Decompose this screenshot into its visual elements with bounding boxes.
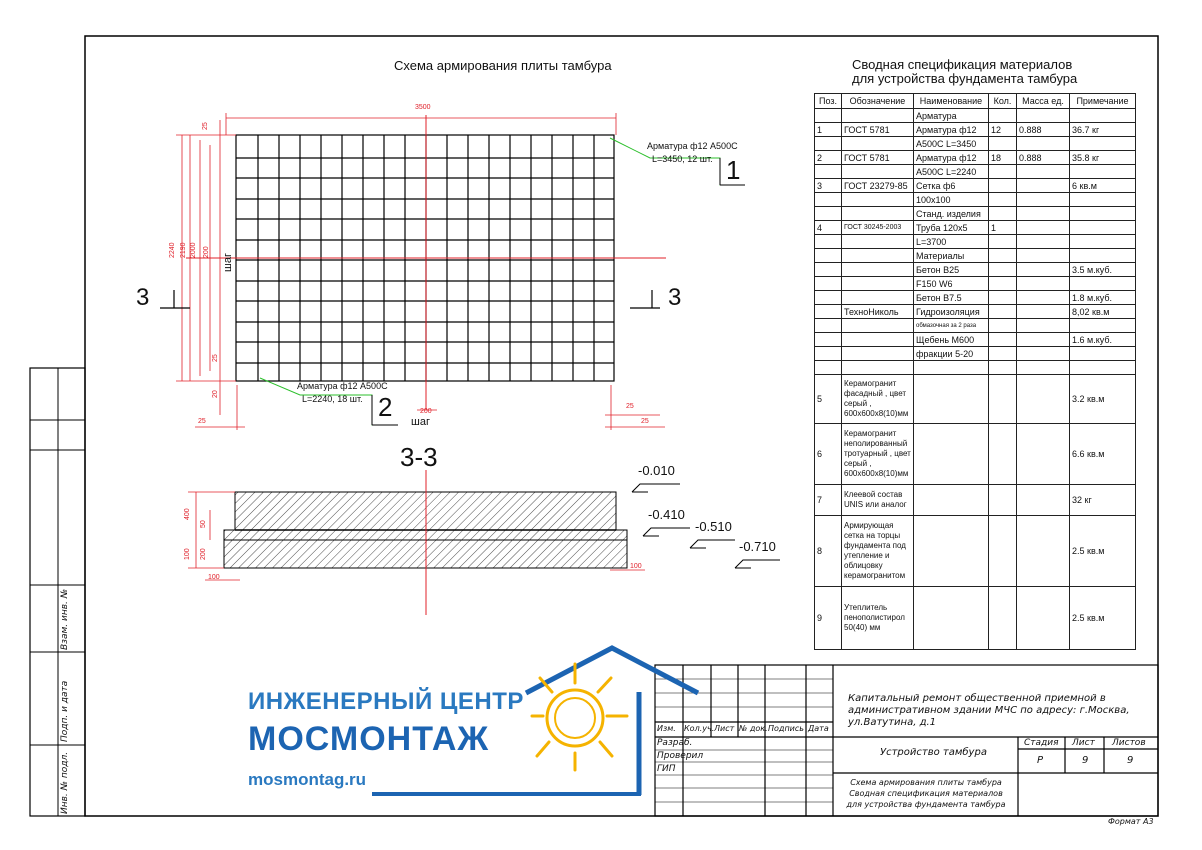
spec-cell: 5: [815, 375, 842, 424]
sheet-name: Схема армирования плиты тамбура Сводная спецификация материалов для устройства фундамента тамбура: [846, 778, 1006, 809]
spec-cell: 1.8 м.куб.: [1070, 291, 1136, 305]
spec-cell: [1070, 193, 1136, 207]
sheets-header: Листов: [1112, 738, 1146, 748]
spec-header-cell: Поз.: [815, 94, 842, 109]
spec-cell: [1017, 207, 1070, 221]
spec-row: [815, 137, 1136, 151]
spec-cell: [815, 235, 842, 249]
spec-cell: [989, 207, 1017, 221]
spec-cell: [842, 361, 914, 375]
spec-cell: [989, 319, 1017, 333]
spec-cell: Арматура ф12: [914, 123, 989, 137]
spec-cell: [989, 291, 1017, 305]
spec-cell: 1: [989, 221, 1017, 235]
spec-cell: [989, 424, 1017, 485]
spec-row: [815, 319, 1136, 333]
spec-cell: Клеевой состав UNIS или аналог: [842, 485, 914, 516]
spec-cell: [989, 137, 1017, 151]
spec-cell: [842, 165, 914, 179]
cut-mark-left: 3: [136, 284, 150, 311]
spec-title-2: для устройства фундамента тамбура: [852, 71, 1078, 86]
role-razrab: Разраб.: [657, 738, 693, 748]
dim-left-outer: 2240: [169, 242, 176, 258]
col-date: Дата: [808, 724, 829, 733]
spec-cell: Станд. изделия: [914, 207, 989, 221]
rebar1-sub: L=3450, 12 шт.: [652, 154, 713, 164]
rebar2-sub: L=2240, 18 шт.: [302, 394, 363, 404]
stage-value: Р: [1037, 755, 1044, 766]
spec-cell: 35.8 кг: [1070, 151, 1136, 165]
spec-cell: А500С L=3450: [914, 137, 989, 151]
spec-cell: [815, 291, 842, 305]
spec-cell: Армирующая сетка на торцы фундамента под утепление и облицовку керамогранитом: [842, 516, 914, 587]
spec-cell: [989, 263, 1017, 277]
spec-header-cell: Обозначение: [842, 94, 914, 109]
spec-row: [815, 235, 1136, 249]
spec-cell: [1017, 291, 1070, 305]
spec-row: [815, 165, 1136, 179]
spec-cell: 9: [815, 587, 842, 650]
spec-cell: ГОСТ 5781: [842, 151, 914, 165]
spec-cell: Гидроизоляция: [914, 305, 989, 319]
spec-cell: [815, 361, 842, 375]
format-label: Формат А3: [1108, 817, 1154, 826]
spec-cell: [1070, 221, 1136, 235]
spec-header-cell: Примечание: [1070, 94, 1136, 109]
spec-cell: [1017, 179, 1070, 193]
spec-row: [815, 263, 1136, 277]
sec-dim-200: 200: [200, 548, 207, 560]
spec-cell: ГОСТ 5781: [842, 123, 914, 137]
spec-cell: Утеплитель пенополистирол 50(40) мм: [842, 587, 914, 650]
spec-cell: [842, 347, 914, 361]
spec-cell: [815, 277, 842, 291]
sec-dim-400: 400: [184, 508, 191, 520]
spec-cell: [1070, 109, 1136, 123]
spec-cell: [914, 375, 989, 424]
spec-cell: Труба 120х5: [914, 221, 989, 235]
spec-row: [815, 587, 1136, 650]
col-list: Лист: [714, 724, 735, 733]
spec-cell: [914, 485, 989, 516]
side-label-podp: Подп. и дата: [60, 680, 70, 742]
spec-header-cell: Наименование: [914, 94, 989, 109]
sec-dim-100-right: 100: [630, 563, 642, 570]
spec-row: [815, 291, 1136, 305]
spec-row: [815, 305, 1136, 319]
spec-cell: Керамогранит неполированный тротуарный , цвет серый , 600х600х8(10)мм: [842, 424, 914, 485]
spec-cell: 3.5 м.куб.: [1070, 263, 1136, 277]
spec-cell: [1017, 305, 1070, 319]
spec-cell: фракции 5-20: [914, 347, 989, 361]
spec-cell: [842, 333, 914, 347]
spec-row: [815, 207, 1136, 221]
spec-cell: [989, 277, 1017, 291]
stage-header: Стадия: [1024, 738, 1059, 748]
sheets-value: 9: [1127, 755, 1134, 766]
spec-cell: [1070, 249, 1136, 263]
spec-header-cell: Масса ед.: [1017, 94, 1070, 109]
spec-cell: ГОСТ 30245-2003: [842, 221, 914, 235]
spec-cell: [815, 165, 842, 179]
level-4: -0.710: [739, 539, 776, 554]
spec-row: [815, 109, 1136, 123]
col-izm: Изм.: [657, 724, 676, 733]
spec-cell: [1017, 263, 1070, 277]
col-doc: № док.: [739, 724, 768, 733]
spec-cell: [815, 319, 842, 333]
col-sign: Подпись: [768, 724, 804, 733]
spec-row: [815, 361, 1136, 375]
dim-right-25b: 25: [641, 418, 649, 425]
rebar2-label: Арматура ф12 А500С: [297, 381, 388, 391]
spec-cell: [842, 193, 914, 207]
spec-cell: [1070, 137, 1136, 151]
spec-cell: 0.888: [1017, 123, 1070, 137]
spec-cell: 1.6 м.куб.: [1070, 333, 1136, 347]
spec-cell: [989, 235, 1017, 249]
spec-row: [815, 249, 1136, 263]
spec-cell: ТехноНиколь: [842, 305, 914, 319]
spec-cell: 100х100: [914, 193, 989, 207]
spec-cell: [989, 516, 1017, 587]
spec-cell: 4: [815, 221, 842, 235]
spec-cell: [1070, 361, 1136, 375]
spec-cell: 8,02 кв.м: [1070, 305, 1136, 319]
step-label-h: шаг: [411, 416, 430, 428]
sec-dim-50: 50: [200, 520, 207, 528]
spec-cell: [1017, 333, 1070, 347]
sheet-header: Лист: [1072, 738, 1095, 748]
spec-header-row: [815, 94, 1136, 109]
spec-cell: обмазочная за 2 раза: [914, 319, 989, 333]
spec-cell: [989, 485, 1017, 516]
spec-cell: [815, 249, 842, 263]
spec-cell: [842, 207, 914, 221]
spec-cell: 12: [989, 123, 1017, 137]
spec-cell: [1017, 109, 1070, 123]
spec-cell: 6: [815, 424, 842, 485]
spec-cell: [989, 375, 1017, 424]
spec-cell: 3: [815, 179, 842, 193]
spec-cell: F150 W6: [914, 277, 989, 291]
spec-cell: [914, 516, 989, 587]
dim-right-25: 25: [626, 403, 634, 410]
spec-cell: [989, 249, 1017, 263]
level-3: -0.510: [695, 519, 732, 534]
spec-cell: [815, 207, 842, 221]
spec-cell: [842, 277, 914, 291]
spec-row: [815, 151, 1136, 165]
spec-cell: [842, 109, 914, 123]
logo-site-link[interactable]: mosmontag.ru: [248, 770, 367, 789]
spec-cell: [989, 333, 1017, 347]
spec-cell: 2: [815, 151, 842, 165]
dim-left-inner: 2000: [190, 242, 197, 258]
spec-cell: Материалы: [914, 249, 989, 263]
spec-cell: [842, 291, 914, 305]
spec-cell: Бетон В7.5: [914, 291, 989, 305]
spec-cell: [1017, 347, 1070, 361]
spec-cell: [842, 249, 914, 263]
spec-cell: [1017, 485, 1070, 516]
dim-step-v: 200: [203, 246, 210, 258]
dim-top: 3500: [415, 104, 431, 111]
spec-cell: [989, 305, 1017, 319]
spec-cell: 6 кв.м: [1070, 179, 1136, 193]
spec-cell: [842, 319, 914, 333]
spec-cell: [842, 235, 914, 249]
spec-cell: Бетон В25: [914, 263, 989, 277]
rebar1-mark: 1: [726, 155, 741, 185]
spec-cell: [989, 347, 1017, 361]
spec-cell: 2.5 кв.м: [1070, 587, 1136, 650]
spec-cell: [989, 193, 1017, 207]
role-proveril: Проверил: [657, 751, 704, 761]
spec-cell: 3.2 кв.м: [1070, 375, 1136, 424]
spec-cell: 8: [815, 516, 842, 587]
spec-cell: 7: [815, 485, 842, 516]
spec-row: [815, 485, 1136, 516]
spec-cell: [989, 179, 1017, 193]
spec-cell: [1070, 207, 1136, 221]
spec-cell: [989, 361, 1017, 375]
dim-left-mid: 2190: [180, 242, 187, 258]
side-label-vzam: Взам. инв. №: [60, 588, 70, 650]
spec-cell: Керамогранит фасадный , цвет серый , 600х600х8(10)мм: [842, 375, 914, 424]
section-title: 3-3: [400, 442, 438, 472]
spec-cell: [815, 305, 842, 319]
col-kol: Кол.уч.: [684, 724, 715, 733]
dim-top-25: 25: [202, 122, 209, 130]
spec-cell: [914, 361, 989, 375]
sheet-value: 9: [1082, 755, 1089, 766]
spec-row: [815, 179, 1136, 193]
spec-row: [815, 424, 1136, 485]
spec-row: [815, 123, 1136, 137]
spec-cell: [815, 137, 842, 151]
spec-cell: ГОСТ 23279-85: [842, 179, 914, 193]
spec-cell: [989, 109, 1017, 123]
spec-cell: [1017, 137, 1070, 151]
spec-row: [815, 516, 1136, 587]
spec-cell: [1070, 277, 1136, 291]
level-1: -0.010: [638, 463, 675, 478]
spec-cell: [815, 347, 842, 361]
spec-cell: А500С L=2240: [914, 165, 989, 179]
object-name: Устройство тамбура: [880, 747, 987, 758]
spec-cell: Сетка ф6: [914, 179, 989, 193]
spec-row: [815, 221, 1136, 235]
spec-cell: 6.6 кв.м: [1070, 424, 1136, 485]
spec-cell: [1017, 361, 1070, 375]
spec-cell: [1017, 375, 1070, 424]
spec-cell: [989, 165, 1017, 179]
spec-title-1: Сводная спецификация материалов: [852, 57, 1073, 72]
spec-cell: [1017, 319, 1070, 333]
spec-row: [815, 193, 1136, 207]
sec-dim-100-left: 100: [208, 574, 220, 581]
spec-cell: [815, 193, 842, 207]
spec-cell: [914, 424, 989, 485]
spec-cell: [1017, 221, 1070, 235]
spec-cell: [1017, 165, 1070, 179]
spec-cell: [1070, 319, 1136, 333]
spec-header-cell: Кол.: [989, 94, 1017, 109]
dim-left-25: 25: [198, 418, 206, 425]
cut-mark-right: 3: [668, 284, 682, 311]
spec-cell: 36.7 кг: [1070, 123, 1136, 137]
spec-table: [814, 93, 1136, 650]
step-label-v: шаг: [222, 253, 234, 272]
spec-cell: [815, 109, 842, 123]
spec-cell: 18: [989, 151, 1017, 165]
spec-cell: [1017, 516, 1070, 587]
level-2: -0.410: [648, 507, 685, 522]
logo-line1: ИНЖЕНЕРНЫЙ ЦЕНТР: [248, 688, 524, 715]
spec-row: [815, 347, 1136, 361]
spec-cell: [1017, 587, 1070, 650]
spec-cell: L=3700: [914, 235, 989, 249]
logo-line2: МОСМОНТАЖ: [248, 720, 490, 758]
dim-bot-20: 20: [212, 390, 219, 398]
spec-cell: [842, 263, 914, 277]
spec-cell: [1070, 235, 1136, 249]
spec-cell: [989, 587, 1017, 650]
spec-cell: [1017, 277, 1070, 291]
spec-cell: Арматура ф12: [914, 151, 989, 165]
spec-cell: 0.888: [1017, 151, 1070, 165]
spec-cell: [1017, 424, 1070, 485]
spec-cell: Щебень М600: [914, 333, 989, 347]
spec-cell: [1017, 235, 1070, 249]
project-name: Капитальный ремонт общественной приемной в административном здании МЧС по адресу: г.Москва, ул.Ватутина, д.1: [848, 693, 1130, 728]
side-label-inv: Инв. № подл.: [60, 751, 70, 814]
spec-cell: [1017, 249, 1070, 263]
spec-row: [815, 277, 1136, 291]
spec-cell: 32 кг: [1070, 485, 1136, 516]
spec-cell: [1017, 193, 1070, 207]
spec-cell: [914, 587, 989, 650]
sec-dim-100: 100: [184, 548, 191, 560]
rebar2-mark: 2: [378, 392, 393, 422]
role-gip: ГИП: [657, 764, 676, 774]
spec-cell: [842, 137, 914, 151]
dim-step-h: 200: [420, 408, 432, 415]
plan-title: Схема армирования плиты тамбура: [394, 58, 612, 73]
rebar1-label: Арматура ф12 А500С: [647, 141, 738, 151]
spec-cell: [1070, 347, 1136, 361]
spec-cell: 1: [815, 123, 842, 137]
dim-bot-25: 25: [212, 354, 219, 362]
spec-cell: [1070, 165, 1136, 179]
spec-row: [815, 333, 1136, 347]
spec-cell: 2.5 кв.м: [1070, 516, 1136, 587]
spec-cell: [815, 333, 842, 347]
spec-cell: [815, 263, 842, 277]
spec-row: [815, 375, 1136, 424]
spec-cell: Арматура: [914, 109, 989, 123]
